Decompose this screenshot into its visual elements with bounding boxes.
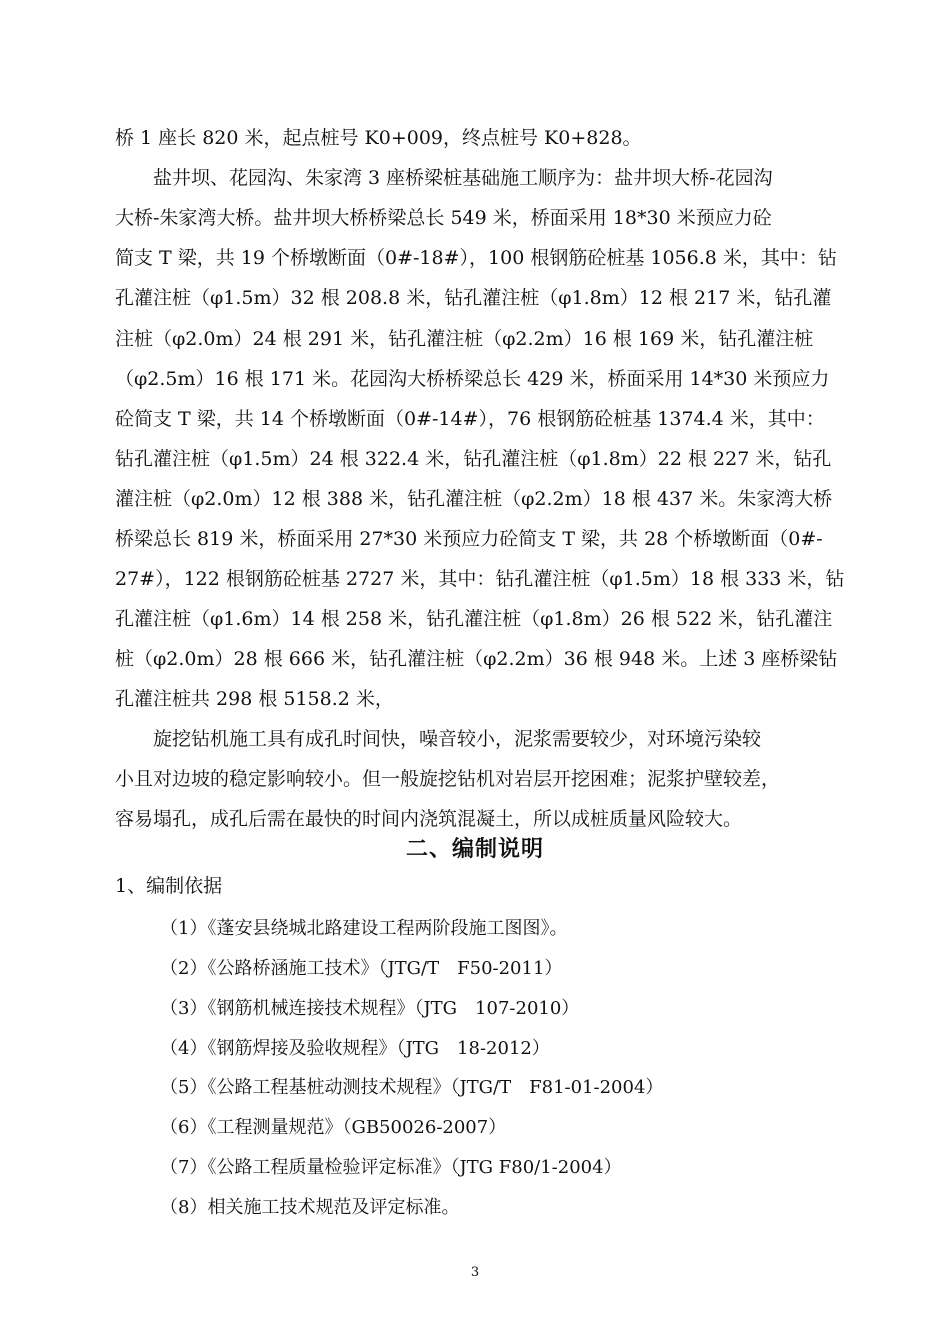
body-text-line: 27#），122 根钢筋砼桩基 2727 米，其中：钻孔灌注桩（φ1.5m）18 根 333 米，钻: [115, 568, 845, 590]
page-number: 3: [470, 1265, 480, 1280]
body-text-line: 盐井坝、花园沟、朱家湾 3 座桥梁桩基础施工顺序为：盐井坝大桥-花园沟: [115, 167, 773, 189]
body-text-line: 旋挖钻机施工具有成孔时间快，噪音较小，泥浆需要较少，对环境污染较: [115, 728, 762, 750]
body-text-line: 桥梁总长 819 米，桥面采用 27*30 米预应力砼简支 T 梁，共 28 个桥墩断面（0#-: [115, 528, 823, 550]
body-text-line: （φ2.5m）16 根 171 米。花园沟大桥桥梁总长 429 米，桥面采用 14*30 米预应力: [115, 368, 830, 390]
basis-list-item: （5）《公路工程基桩动测技术规程》（JTG/T F81-01-2004）: [160, 1077, 664, 1098]
body-text-line: 桩（φ2.0m）28 根 666 米，钻孔灌注桩（φ2.2m）36 根 948 米。上述 3 座桥梁钻: [115, 648, 838, 670]
body-text-line: 孔灌注桩共 298 根 5158.2 米，: [115, 688, 394, 710]
body-text-line: 简支 T 梁，共 19 个桥墩断面（0#-18#），100 根钢筋砼桩基 1056.8 米，其中：钻: [115, 247, 837, 269]
subsection-title: 1、编制依据: [115, 875, 223, 897]
basis-list-item: （3）《钢筋机械连接技术规程》（JTG 107-2010）: [160, 998, 580, 1019]
body-text-line: 钻孔灌注桩（φ1.5m）24 根 322.4 米，钻孔灌注桩（φ1.8m）22 根 227 米，钻孔: [115, 448, 832, 470]
basis-list-item: （8）相关施工技术规范及评定标准。: [160, 1197, 460, 1218]
section-heading: 二、编制说明: [405, 836, 544, 862]
body-text-line: 容易塌孔，成孔后需在最快的时间内浇筑混凝土，所以成桩质量风险较大。: [115, 808, 743, 830]
body-text-line: 注桩（φ2.0m）24 根 291 米，钻孔灌注桩（φ2.2m）16 根 169 米，钻孔灌注桩: [115, 328, 814, 350]
basis-list-item: （6）《工程测量规范》（GB50026-2007）: [160, 1117, 507, 1138]
basis-list-item: （7）《公路工程质量检验评定标准》（JTG F80/1-2004）: [160, 1157, 622, 1178]
body-text-line: 孔灌注桩（φ1.5m）32 根 208.8 米，钻孔灌注桩（φ1.8m）12 根 217 米，钻孔灌: [115, 287, 832, 309]
body-text-line: 桥 1 座长 820 米，起点桩号 K0+009，终点桩号 K0+828。: [115, 127, 642, 149]
basis-list-item: （4）《钢筋焊接及验收规程》（JTG 18-2012）: [160, 1038, 550, 1059]
body-text-line: 灌注桩（φ2.0m）12 根 388 米，钻孔灌注桩（φ2.2m）18 根 437 米。朱家湾大桥: [115, 488, 833, 510]
body-text-line: 小且对边坡的稳定影响较小。但一般旋挖钻机对岩层开挖困难；泥浆护壁较差，: [115, 768, 781, 790]
basis-list-item: （1）《蓬安县绕城北路建设工程两阶段施工图图》。: [160, 918, 568, 939]
body-text-line: 砼简支 T 梁，共 14 个桥墩断面（0#-14#），76 根钢筋砼桩基 1374.4 米，其中：: [115, 408, 825, 430]
body-text-line: 孔灌注桩（φ1.6m）14 根 258 米，钻孔灌注桩（φ1.8m）26 根 522 米，钻孔灌注: [115, 608, 833, 630]
basis-list-item: （2）《公路桥涵施工技术》（JTG/T F50-2011）: [160, 958, 563, 979]
body-text-line: 大桥-朱家湾大桥。盐井坝大桥桥梁总长 549 米，桥面采用 18*30 米预应力砼: [115, 207, 772, 229]
